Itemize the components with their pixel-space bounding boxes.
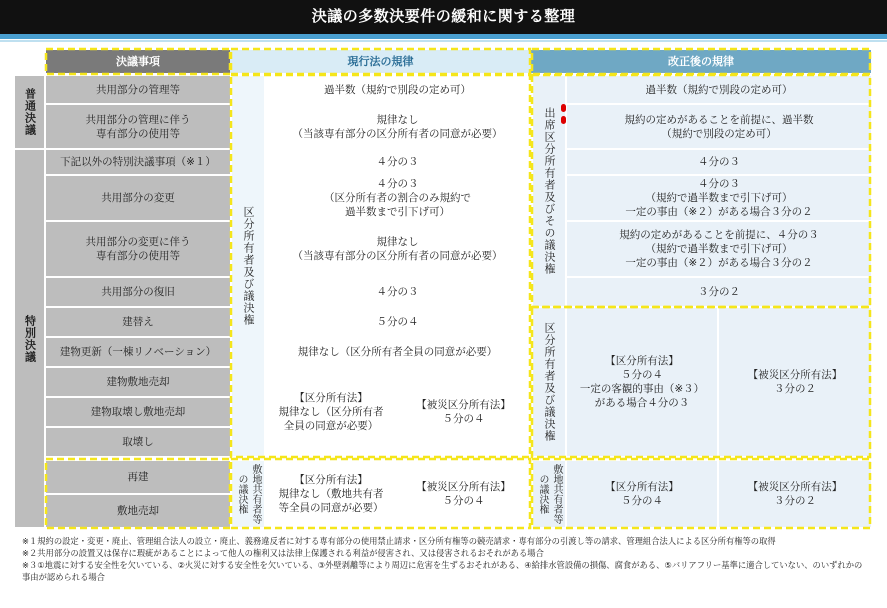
revised-site-voters-label: 敷地共有者等の議決権 — [533, 461, 565, 527]
item-shared-restoration: 共用部分の復旧 — [46, 278, 230, 306]
revised-attending-voters-label: 出席区分所有者及びその議決権 — [533, 76, 565, 306]
item-demolition-site-sale: 建物取壊し敷地売却 — [46, 398, 230, 426]
current-site-voters-label: 敷地共有者等の議決権 — [232, 461, 264, 527]
item-demolition: 取壊し — [46, 428, 230, 456]
revised-value: ４分の３ （規約で過半数まで引下げ可） 一定の事由（※２）がある場合３分の２ — [567, 176, 871, 220]
header-current: 現行法の規律 — [230, 50, 531, 73]
current-value: 規律なし （当該専有部分の区分所有者の同意が必要） — [266, 105, 529, 148]
item-rebuild: 建替え — [46, 308, 230, 336]
item-other-special: 下記以外の特別決議事項（※１） — [46, 150, 230, 174]
revised-value: 規約の定めがあることを前提に、過半数 （規約で別段の定め可） — [567, 105, 871, 148]
header-item: 決議事項 — [46, 50, 230, 73]
item-shared-change: 共用部分の変更 — [46, 176, 230, 220]
category-ordinary: 普通決議 — [15, 76, 44, 148]
current-value: 【被災区分所有法】 ５分の４ — [398, 461, 529, 527]
revised-voters-label: 区分所有者及び議決権 — [533, 308, 565, 456]
footnotes — [22, 535, 867, 583]
header-revised: 改正後の規律 — [531, 50, 871, 73]
current-voters-label: 区分所有者及び議決権 — [232, 76, 264, 456]
item-site-sale: 敷地売却 — [46, 495, 230, 527]
revised-value: 【区分所有法】 ５分の４ — [567, 461, 717, 527]
revised-value: 過半数（規約で別段の定め可） — [567, 76, 871, 103]
current-value: ４分の３ — [266, 278, 529, 306]
item-building-site-sale: 建物敷地売却 — [46, 368, 230, 396]
current-value: 規律なし （当該専有部分の区分所有者の同意が必要） — [266, 222, 529, 276]
revised-value: 規約の定めがあることを前提に、４分の３ （規約で過半数まで引下げ可） 一定の事由（※２）がある場合３分の２ — [567, 222, 871, 276]
accent-bar-light — [0, 40, 887, 42]
item-shared-management: 共用部分の管理等 — [46, 76, 230, 103]
item-shared-change-exclusive: 共用部分の変更に伴う 専有部分の使用等 — [46, 222, 230, 276]
current-value: 【被災区分所有法】 ５分の４ — [398, 368, 529, 456]
current-value: 【区分所有法】 規律なし（区分所有者 全員の同意が必要） — [266, 368, 396, 456]
current-value: ５分の４ — [266, 308, 529, 336]
current-value: ４分の３ — [266, 150, 529, 174]
category-special: 特別決議 — [15, 150, 44, 527]
accent-bar — [0, 34, 887, 39]
revised-value: 【被災区分所有法】 ３分の２ — [719, 308, 871, 456]
item-reconstruction: 再建 — [46, 461, 230, 493]
revised-value: 【被災区分所有法】 ３分の２ — [719, 461, 871, 527]
revised-value: 【区分所有法】 ５分の４ 一定の客観的事由（※３） がある場合４分の３ — [567, 308, 717, 456]
red-marker-icon — [561, 104, 566, 112]
page-title: 決議の多数決要件の緩和に関する整理 — [311, 7, 576, 25]
red-marker-icon — [561, 116, 566, 124]
current-value: 規律なし（区分所有者全員の同意が必要） — [266, 338, 529, 366]
current-value: 過半数（規約で別段の定め可） — [266, 76, 529, 103]
current-value: ４分の３ （区分所有者の割合のみ規約で 過半数まで引下げ可） — [266, 176, 529, 220]
revised-value: ４分の３ — [567, 150, 871, 174]
item-renovation: 建物更新（一棟リノベーション） — [46, 338, 230, 366]
revised-value: ３分の２ — [567, 278, 871, 306]
footnote-3: ※３①地震に対する安全性を欠いている、②火災に対する安全性を欠いている、③外壁剥離等により周辺に危害を生ずるおそれがある、④給排水管設備の損傷、腐食がある、⑤バリアフリー基準に適合していない、のいずれかの事由が認められる場合 — [22, 560, 863, 582]
item-shared-management-exclusive: 共用部分の管理に伴う 専有部分の使用等 — [46, 105, 230, 148]
footnote-2: ※２共用部分の設置又は保存に瑕疵があることによって他人の権利又は法律上保護される利益が侵害され、又は侵害されるおそれがある場合 — [22, 548, 544, 558]
footnote-1: ※１規約の設定・変更・廃止、管理組合法人の設立・廃止、義務違反者に対する専有部分の使用禁止請求・区分所有権等の競売請求・専有部分の引渡し等の請求、管理組合法人による区分所有権等の取得 — [22, 536, 776, 546]
current-value: 【区分所有法】 規律なし（敷地共有者 等全員の同意が必要） — [266, 461, 396, 527]
